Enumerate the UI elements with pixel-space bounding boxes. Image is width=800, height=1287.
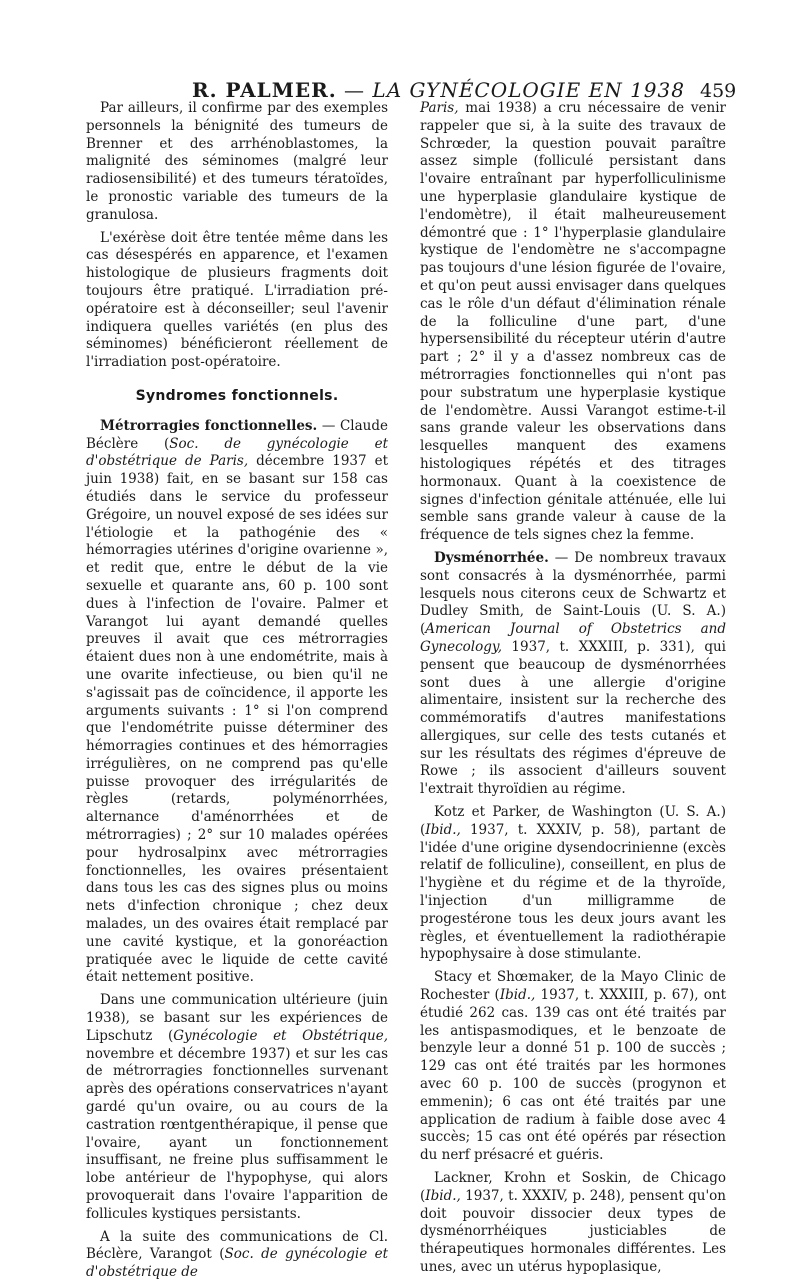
- left-column: [86, 100, 388, 1287]
- header-separator: —: [344, 78, 366, 102]
- paragraph: [420, 550, 726, 799]
- paragraph-text: novembre et décembre 1937) et sur les cas de métrorragies fonctionnelles survenant après des opérations conservatrices n'ayant gardé qu'un ovaire, ou au cours de la castration rœntgenthérapique, il pense que l'ovaire, ayant un fonctionnement insuffisant, ne freine plus suffisamment le lobe antérieur de l'hypophyse, qui alors provoquerait dans l'ovaire l'apparition de follicules kystiques persistants.: [86, 1045, 388, 1222]
- paragraph-text: Lackner, Krohn et Soskin, de Chicago (: [420, 1170, 726, 1204]
- citation: Soc. de gynécologie et d'obstétrique de Paris,: [86, 435, 389, 470]
- paragraph-text: mai 1938) a cru nécessaire de venir rappeler que si, à la suite des travaux de Schrœder, la question pouvait paraître assez simple (folliculé persistant dans l'ovaire entraînant par hyperfolliculinisme une hyperplasie glandulaire kystique de l'endomètre), il était malheureusement démontré que : 1° l'hyperplasie glandulaire kystique de l'endomètre ne s'accompagne pas toujours d'une lésion figurée de l'ovaire, et qu'on peut aussi envisager dans quelques cas le rôle d'un défaut d'élimination rénale de la folliculine d'une part, d'une hypersensibilité du récepteur utérin d'autre part ; 2° il y a d'assez nombreux cas de métrorragies fonctionnelles qui n'ont pas pour substratum une hyperplasie kystique de l'endomètre. Aussi Varangot estime-t-il sans grande valeur les observations dans lesquelles manquent des examens histologiques répétés et des titrages hormonaux. Quant à la coexistence de signes d'infection génitale atténuée, elle lui semble sans grande valeur à cause de la fréquence de tels signes chez la femme.: [420, 100, 726, 544]
- paragraph: [86, 992, 388, 1223]
- header-author: R. PALMER.: [192, 78, 337, 102]
- paragraph-lead: Métrorragies fonctionnelles.: [100, 417, 318, 434]
- citation: American Journal of Obstetrics and Gynecology,: [420, 621, 726, 655]
- paragraph-text: 1937, t. XXXIV, p. 248), pensent qu'on doit pouvoir dissocier deux types de dysménorrhéiques justiciables de thérapeutiques hormonales différentes. Les unes, avec un utérus hypoplasique,: [420, 1187, 726, 1275]
- paragraph: L'exérèse doit être tentée même dans les cas désespérés en apparence, et l'examen histologique de plusieurs fragments doit toujours être pratiqué. L'irradiation pré-opératoire est à déconseiller; seul l'avenir indiquera quelles variétés (en plus des séminomes) bénéficieront réellement de l'irradiation post-opératoire.: [86, 229, 388, 371]
- paragraph-lead: Dysménorrhée.: [434, 549, 549, 566]
- citation: Soc. de gynécologie et d'obstétrique de: [86, 1246, 388, 1281]
- paragraph: [420, 969, 726, 1165]
- header-topic: LA GYNÉCOLOGIE EN 1938: [372, 78, 685, 102]
- paragraph: [86, 1229, 388, 1282]
- paragraph: [420, 1170, 726, 1277]
- paragraph-text: Stacy et Shœmaker, de la Mayo Clinic de Rochester (: [420, 969, 726, 1004]
- section-heading: Syndromes fonctionnels.: [135, 387, 339, 404]
- paragraph-text: 1937, t. XXXIII, p. 67), ont étudié 262 cas. 139 cas ont été traités par les antispasmodiques, et le benzoate de benzyle leur a donné 51 p. 100 de succès ; 129 cas ont été traités par les hormones avec 60 p. 100 de succès (progynon et emmenin); 6 cas ont été traités par une application de radium à faible dose avec 4 succès; 15 cas ont été opérés par résection du nerf présacré et guéris.: [420, 987, 726, 1164]
- page-number: 459: [700, 80, 737, 102]
- right-column: [420, 100, 726, 1282]
- paragraph-text: 1937, t. XXXIII, p. 331), qui pensent que beaucoup de dysménorrhées sont dues à une allergie d'origine alimentaire, insistent sur la recherche des commémoratifs d'autres manifestations allergiques, sur celle des tests cutanés et sur les résultats des régimes d'épreuve de Rowe ; ils associent d'ailleurs souvent l'extrait thyroïdien au régime.: [420, 638, 726, 798]
- citation: Paris,: [420, 100, 459, 116]
- paragraph-text: décembre 1937 et juin 1938) fait, en se basant sur 158 cas étudiés dans le service du professeur Grégoire, un nouvel exposé de ses idées sur l'étiologie et la pathogénie des « hémorragies utérines d'origine ovarienne », et redit que, entre le début de la vie sexuelle et quarante ans, 60 p. 100 sont dues à l'infection de l'ovaire. Palmer et Varangot lui ayant demandé quelles preuves il avait que ces métrorragies étaient dues non à une endométrite, mais à une ovarite infectieuse, ou bien qu'il ne s'agissait pas de coïncidence, il apporte les arguments suivants : 1° si l'on comprend que l'endométrite puisse déterminer des hémorragies continues et des hémorragies irrégulières, on ne comprend pas qu'elle puisse provoquer des irrégularités de règles (retards, polyménorrhées, alternance d'aménorrhées et de métrorragies) ; 2° sur 10 malades opérées pour hydrosalpinx avec métrorragies fonctionnelles, les ovaires présentaient dans tous les cas des signes plus ou moins nets d'infection chronique ; chez deux malades, un des ovaires était remplacé par une cavité kystique, et la gonoréaction pratiquée avec le liquide de cette cavité était nettement positive.: [86, 453, 389, 986]
- paragraph-text: — De nombreux travaux sont consacrés à la dysménorrhée, parmi lesquels nous citerons ceux de Schwartz et Dudley Smith, de Saint-Louis (U. S. A.) (: [420, 549, 726, 638]
- paragraph: Par ailleurs, il confirme par des exemples personnels la bénignité des tumeurs de Brenner et des arrhénoblastomes, la malignité des séminomes (malgré leur radiosensibilité) et des tumeurs tératoïdes, le pronostic variable des tumeurs de la granulosa.: [86, 100, 388, 223]
- paragraph-text: Kotz et Parker, de Washington (U. S. A.) (: [420, 804, 726, 838]
- citation: Ibid.,: [425, 821, 461, 838]
- paragraph-text: A la suite des communications de Cl. Béclère, Varangot (: [86, 1228, 388, 1263]
- citation: Ibid.,: [499, 987, 536, 1004]
- citation: Ibid.,: [425, 1187, 461, 1204]
- running-title: [192, 78, 685, 102]
- paragraph: [86, 418, 388, 988]
- paragraph: [420, 100, 726, 545]
- paragraph-text: Dans une communication ultérieure (juin 1938), se basant sur les expériences de Lipschutz (: [86, 992, 388, 1044]
- paragraph-text: — Claude Béclère (: [86, 417, 388, 452]
- paragraph: [420, 804, 726, 964]
- paragraph-text: 1937, t. XXXIV, p. 58), partant de l'idée d'une origine dysendocrinienne (excès relatif de folliculine), conseillent, en plus de l'hygiène et du régime et de la thyroïde, l'injection d'un milligramme de progestérone tous les deux jours avant les règles, et éventuellement la radiothérapie hypophysaire à dose stimulante.: [420, 821, 726, 963]
- citation: Gynécologie et Obstétrique,: [173, 1027, 388, 1044]
